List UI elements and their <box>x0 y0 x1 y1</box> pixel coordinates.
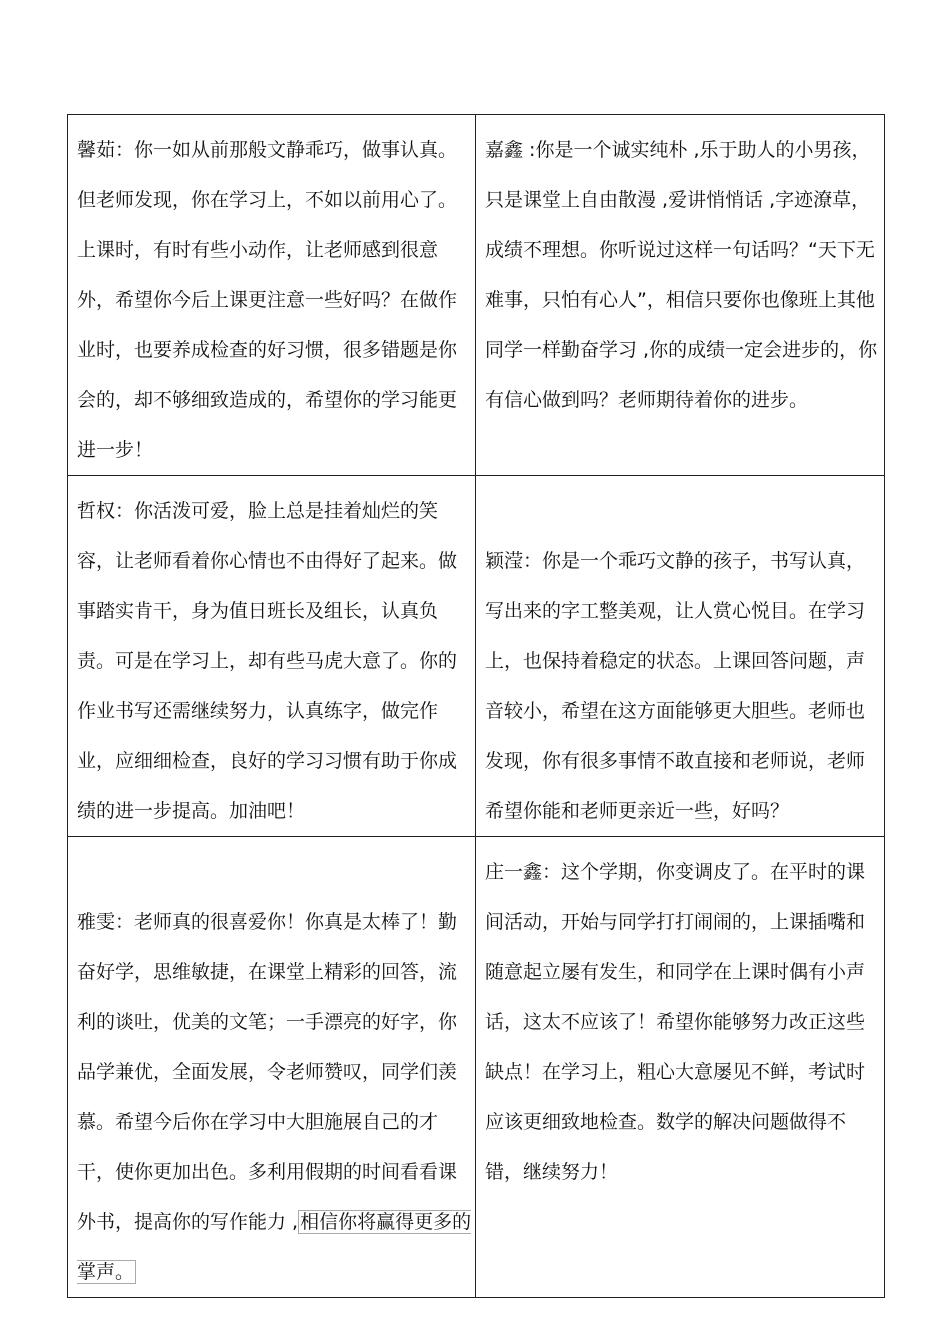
comment-cell-jiaxin <box>476 115 885 476</box>
comment-cell-zhequan <box>68 476 476 837</box>
comment-cell-zhuangyixin <box>476 837 885 1298</box>
comment-text: 嘉鑫 :你是一个诚实纯朴 ,乐于助人的小男孩，只是课堂上自由散漫 ,爱讲悄悄话 ,字迹潦草，成绩不理想。你听说过这样一句话吗？“天下无难事，只怕有心人”，相信只要你也像班上其他同学一样勤奋学习 ,你的成绩一定会进步的，你有信心做到吗？老师期待着你的进步。 <box>485 139 878 411</box>
comment-text: 哲权：你活泼可爱，脸上总是挂着灿烂的笑容，让老师看着你心情也不由得好了起来。做事踏实肯干，身为值日班长及组长，认真负责。可是在学习上，却有些马虎大意了。你的作业书写还需继续努力，认真练字，做完作业，应细细检查，良好的学习习惯有助于你成绩的进一步提高。加油吧！ <box>77 500 458 822</box>
comment-cell-yingying <box>476 476 885 837</box>
comments-table <box>67 114 885 1298</box>
comment-text: 颖滢：你是一个乖巧文静的孩子，书写认真，写出来的字工整美观，让人赏心悦目。在学习上，也保持着稳定的状态。上课回答问题，声音较小，希望在这方面能够更大胆些。老师也发现，你有很多事情不敢直接和老师说，老师希望你能和老师更亲近一些，好吗？ <box>485 550 866 822</box>
comment-text: 庄一鑫：这个学期，你变调皮了。在平时的课间活动，开始与同学打打闹闹的，上课插嘴和随意起立屡有发生，和同学在上课时偶有小声话，这太不应该了！希望你能够努力改正这些缺点！在学习上，粗心大意屡见不鲜，考试时应该更细致地检查。数学的解决问题做得不错，继续努力！ <box>485 861 866 1183</box>
comment-cell-xinru <box>68 115 476 476</box>
comment-text: 雅雯：老师真的很喜爱你！你真是太棒了！勤奋好学，思维敏捷，在课堂上精彩的回答，流利的谈吐，优美的文笔；一手漂亮的好字，你品学兼优，全面发展，令老师赞叹，同学们羡慕。希望今后你在学习中大胆施展自己的才干，使你更加出色。多利用假期的时间看看课外书，提高你的写作能力 , <box>77 911 458 1233</box>
comment-cell-yawen <box>68 837 476 1298</box>
table-row <box>68 115 885 476</box>
table-row <box>68 476 885 837</box>
comment-text-boxed: 相信你将赢得更多的掌声。 <box>77 1211 472 1283</box>
comment-text: 馨茹：你一如从前那般文静乖巧，做事认真。但老师发现，你在学习上，不如以前用心了。上课时，有时有些小动作，让老师感到很意外，希望你今后上课更注意一些好吗？在做作业时，也要养成检查的好习惯，很多错题是你会的，却不够细致造成的，希望你的学习能更进一步！ <box>77 139 458 461</box>
table-row <box>68 837 885 1298</box>
